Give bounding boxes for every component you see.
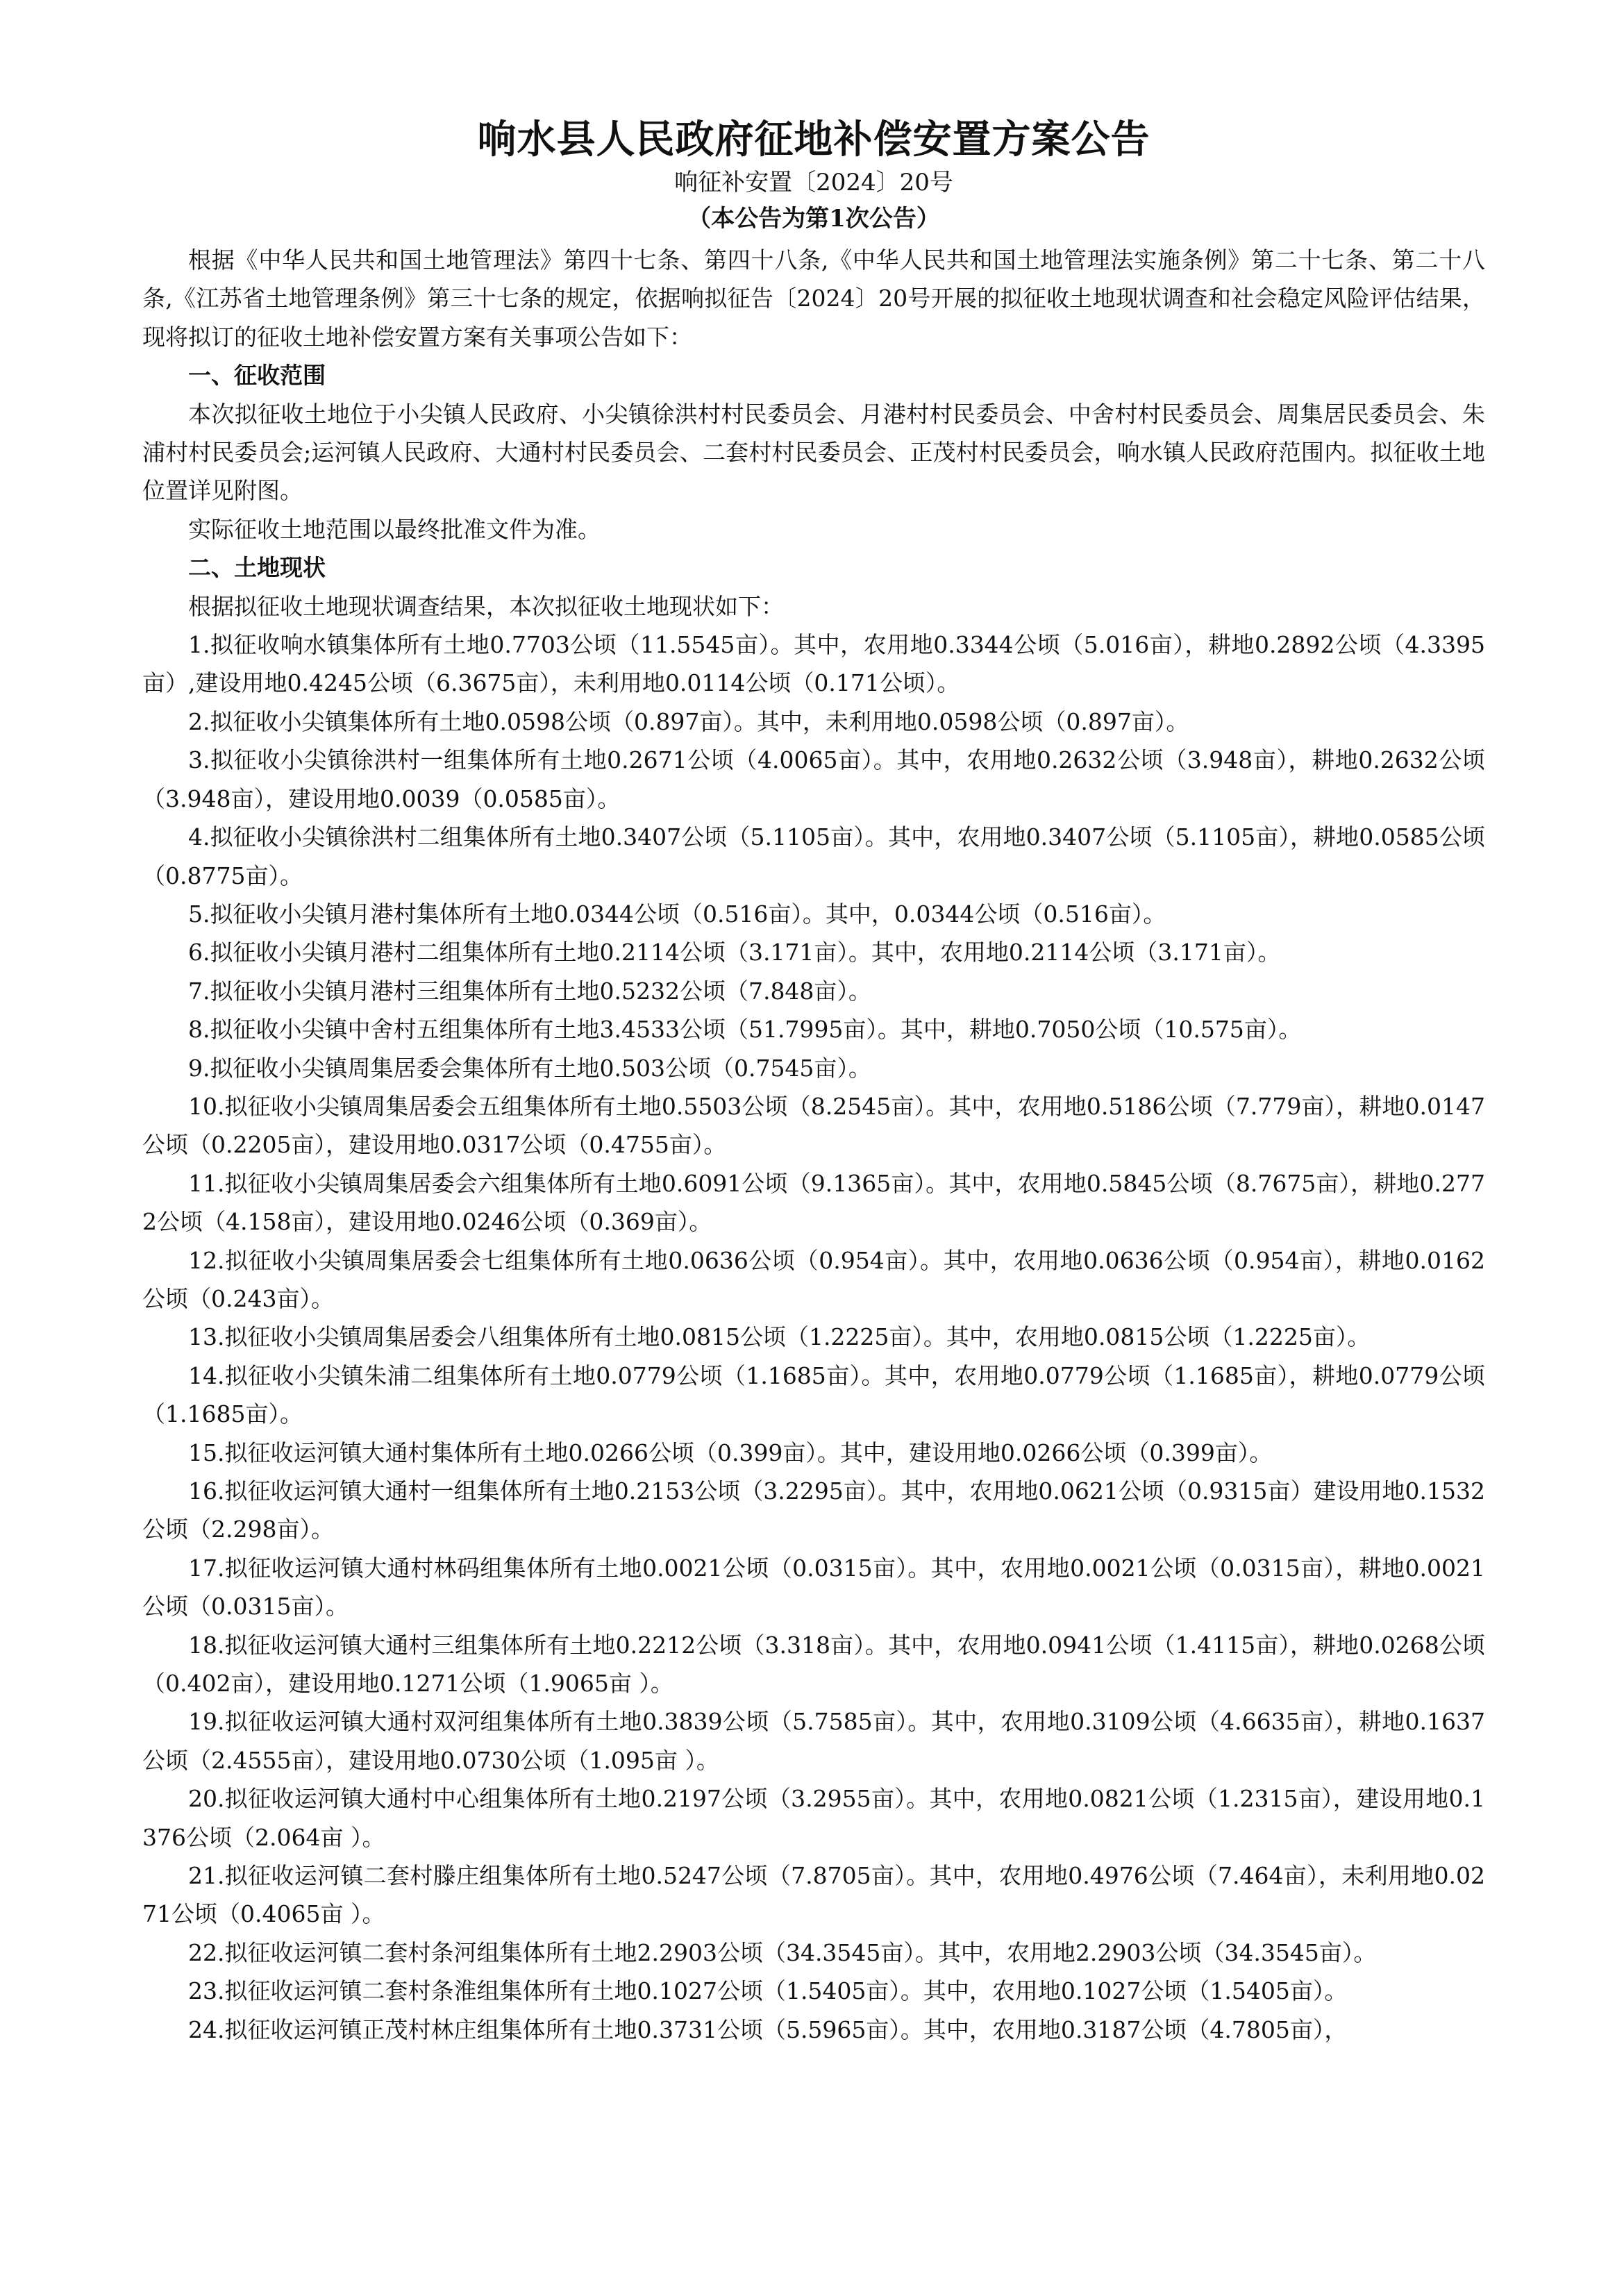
land-item: 9.拟征收小尖镇周集居委会集体所有土地0.503公顷（0.7545亩）。 xyxy=(188,1054,871,1082)
land-item: 24.拟征收运河镇正茂村林庄组集体所有土地0.3731公顷（5.5965亩）。其中，农用地0.3187公顷（4.7805亩）， xyxy=(188,2016,1348,2043)
land-item: 11.拟征收小尖镇周集居委会六组集体所有土地0.6091公顷（9.1365亩）。其中，农用地0.5845公顷（8.7675亩），耕地0.2772公顷（4.158亩），建设用地0.0246公顷（0.369亩）。 xyxy=(142,1169,1485,1236)
land-item: 22.拟征收运河镇二套村条河组集体所有土地2.2903公顷（34.3545亩）。其中，农用地2.2903公顷（34.3545亩）。 xyxy=(188,1938,1377,1966)
land-item: 17.拟征收运河镇大通村林码组集体所有土地0.0021公顷（0.0315亩）。其中，农用地0.0021公顷（0.0315亩），耕地0.0021公顷（0.0315亩）。 xyxy=(142,1554,1485,1620)
section-heading-land-status: 二、土地现状 xyxy=(188,554,326,582)
land-item: 4.拟征收小尖镇徐洪村二组集体所有土地0.3407公顷（5.1105亩）。其中，农用地0.3407公顷（5.1105亩），耕地0.0585公顷（0.8775亩）。 xyxy=(142,823,1485,889)
document-number: 响征补安置〔2024〕20号 xyxy=(674,169,953,196)
land-item: 16.拟征收运河镇大通村一组集体所有土地0.2153公顷（3.2295亩）。其中，农用地0.0621公顷（0.9315亩）建设用地0.1532公顷（2.298亩）。 xyxy=(142,1477,1485,1543)
land-status-lead: 根据拟征收土地现状调查结果，本次拟征收土地现状如下： xyxy=(188,592,784,620)
land-item: 2.拟征收小尖镇集体所有土地0.0598公顷（0.897亩）。其中，未利用地0.0598公顷（0.897亩）。 xyxy=(188,707,1189,735)
land-item: 23.拟征收运河镇二套村条淮组集体所有土地0.1027公顷（1.5405亩）。其中，农用地0.1027公顷（1.5405亩）。 xyxy=(188,1977,1348,2005)
land-item: 7.拟征收小尖镇月港村三组集体所有土地0.5232公顷（7.848亩）。 xyxy=(188,977,871,1005)
land-item: 13.拟征收小尖镇周集居委会八组集体所有土地0.0815公顷（1.2225亩）。其中，农用地0.0815公顷（1.2225亩）。 xyxy=(188,1323,1371,1351)
land-item: 6.拟征收小尖镇月港村二组集体所有土地0.2114公顷（3.171亩）。其中，农用地0.2114公顷（3.171亩）。 xyxy=(188,939,1281,966)
land-item: 19.拟征收运河镇大通村双河组集体所有土地0.3839公顷（5.7585亩）。其中，农用地0.3109公顷（4.6635亩），耕地0.1637公顷（2.4555亩），建设用地0.0730公顷（1.095亩 ）。 xyxy=(142,1708,1485,1774)
intro-paragraph: 根据《中华人民共和国土地管理法》第四十七条、第四十八条,《中华人民共和国土地管理法实施条例》第二十七条、第二十八条,《江苏省土地管理条例》第三十七条的规定，依据响拟征告〔2024〕20号开展的拟征收土地现状调查和社会稳定风险评估结果，现将拟订的征收土地补偿安置方案有关事项公告如下： xyxy=(142,246,1485,351)
land-item: 8.拟征收小尖镇中舍村五组集体所有土地3.4533公顷（51.7995亩）。其中，耕地0.7050公顷（10.575亩）。 xyxy=(188,1016,1302,1044)
scope-paragraph: 本次拟征收土地位于小尖镇人民政府、小尖镇徐洪村村民委员会、月港村村民委员会、中舍村村民委员会、周集居民委员会、朱浦村村民委员会;运河镇人民政府、大通村村民委员会、二套村村民委员会、正茂村村民委员会，响水镇人民政府范围内。拟征收土地位置详见附图。 xyxy=(142,400,1485,505)
land-item: 15.拟征收运河镇大通村集体所有土地0.0266公顷（0.399亩）。其中，建设用地0.0266公顷（0.399亩）。 xyxy=(188,1439,1273,1466)
land-item: 10.拟征收小尖镇周集居委会五组集体所有土地0.5503公顷（8.2545亩）。其中，农用地0.5186公顷（7.779亩），耕地0.0147公顷（0.2205亩），建设用地0.0317公顷（0.4755亩）。 xyxy=(142,1092,1485,1159)
land-item: 20.拟征收运河镇大通村中心组集体所有土地0.2197公顷（3.2955亩）。其中，农用地0.0821公顷（1.2315亩），建设用地0.1376公顷（2.064亩 ）。 xyxy=(142,1785,1485,1851)
land-item: 12.拟征收小尖镇周集居委会七组集体所有土地0.0636公顷（0.954亩）。其中，农用地0.0636公顷（0.954亩），耕地0.0162公顷（0.243亩）。 xyxy=(142,1246,1485,1312)
land-item: 3.拟征收小尖镇徐洪村一组集体所有土地0.2671公顷（4.0065亩）。其中，农用地0.2632公顷（3.948亩），耕地0.2632公顷（3.948亩），建设用地0.0039（0.0585亩）。 xyxy=(142,746,1485,812)
land-item: 18.拟征收运河镇大通村三组集体所有土地0.2212公顷（3.318亩）。其中，农用地0.0941公顷（1.4115亩），耕地0.0268公顷（0.402亩），建设用地0.1271公顷（1.9065亩 ）。 xyxy=(142,1631,1485,1698)
section-heading-scope: 一、征收范围 xyxy=(188,362,326,389)
land-item: 21.拟征收运河镇二套村滕庄组集体所有土地0.5247公顷（7.8705亩）。其中，农用地0.4976公顷（7.464亩），未利用地0.0271公顷（0.4065亩 ）。 xyxy=(142,1862,1485,1928)
land-item: 1.拟征收响水镇集体所有土地0.7703公顷（11.5545亩）。其中，农用地0.3344公顷（5.016亩），耕地0.2892公顷（4.3395亩）,建设用地0.4245公顷（6.3675亩），未利用地0.0114公顷（0.171公顷）。 xyxy=(142,631,1485,697)
land-item: 5.拟征收小尖镇月港村集体所有土地0.0344公顷（0.516亩）。其中，0.0344公顷（0.516亩）。 xyxy=(188,900,1166,928)
land-item: 14.拟征收小尖镇朱浦二组集体所有土地0.0779公顷（1.1685亩）。其中，农用地0.0779公顷（1.1685亩），耕地0.0779公顷（1.1685亩）。 xyxy=(142,1361,1485,1428)
notice-note: （本公告为第1次公告） xyxy=(687,205,940,233)
scope-note: 实际征收土地范围以最终批准文件为准。 xyxy=(188,515,601,543)
page-title: 响水县人民政府征地补偿安置方案公告 xyxy=(477,117,1150,162)
document-body xyxy=(142,241,1485,2049)
